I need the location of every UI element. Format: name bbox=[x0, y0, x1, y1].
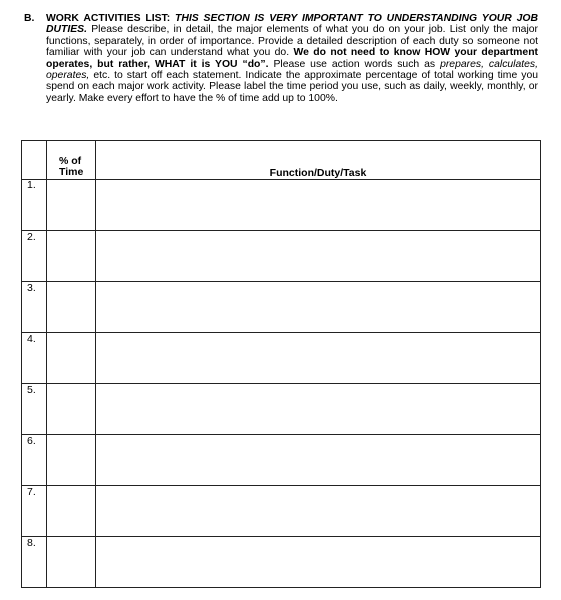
row-number: 5. bbox=[22, 384, 47, 435]
percent-of-time-field[interactable] bbox=[47, 435, 96, 486]
function-duty-task-field[interactable] bbox=[96, 333, 541, 384]
section-b bbox=[24, 13, 538, 104]
row-number: 7. bbox=[22, 486, 47, 537]
work-activities-table bbox=[21, 140, 541, 588]
row-number: 2. bbox=[22, 231, 47, 282]
table-row bbox=[22, 180, 541, 231]
table-header-row bbox=[22, 141, 541, 180]
header-percent-cell bbox=[47, 141, 96, 180]
section-emphasis: THIS SECTION IS VERY IMPORTANT TO UNDERSTANDING YOUR JOB DUTIES. bbox=[46, 13, 538, 36]
percent-of-time-field[interactable] bbox=[47, 486, 96, 537]
row-number: 3. bbox=[22, 282, 47, 333]
percent-of-time-field[interactable] bbox=[47, 180, 96, 231]
percent-of-time-field[interactable] bbox=[47, 384, 96, 435]
instructions-italic: prepares, calculates, operates, bbox=[46, 58, 539, 82]
section-b-header bbox=[24, 13, 538, 104]
instructions-bold: We do not need to know HOW your department operates, but rather, WHAT it is YOU “do”. bbox=[46, 47, 539, 70]
row-number: 6. bbox=[22, 435, 47, 486]
section-instructions bbox=[46, 13, 538, 104]
percent-of-time-header: % of Time bbox=[59, 155, 84, 178]
function-duty-task-field[interactable] bbox=[96, 435, 541, 486]
instructions-text-3: etc. to start off each statement. Indicate the approximate percentage of total working time you spend on each major work activity. Please label the time period you use, such as daily, weekly, monthly, or yearly. Make every effort to have the % of time add up to 100%. bbox=[46, 70, 538, 104]
percent-of-time-field[interactable] bbox=[47, 333, 96, 384]
row-number: 1. bbox=[22, 180, 47, 231]
function-duty-task-field[interactable] bbox=[96, 282, 541, 333]
table-row bbox=[22, 231, 541, 282]
table-row bbox=[22, 384, 541, 435]
percent-of-time-field[interactable] bbox=[47, 537, 96, 588]
table-row bbox=[22, 435, 541, 486]
header-number-cell bbox=[22, 141, 47, 180]
function-duty-task-field[interactable] bbox=[96, 384, 541, 435]
percent-of-time-field[interactable] bbox=[47, 231, 96, 282]
percent-of-time-field[interactable] bbox=[47, 282, 96, 333]
table-row bbox=[22, 537, 541, 588]
function-duty-task-field[interactable] bbox=[96, 180, 541, 231]
row-number: 8. bbox=[22, 537, 47, 588]
table-row bbox=[22, 486, 541, 537]
section-title: WORK ACTIVITIES LIST: bbox=[46, 13, 171, 24]
instructions-text-1: Please describe, in detail, the major elements of what you do on your job. List only the major functions, separately, in order of importance. Provide a detailed description of each duty so someone not familiar with your job can understand what you do. bbox=[46, 24, 539, 59]
instructions-text-2: Please use action words such as bbox=[273, 58, 436, 70]
table-row bbox=[22, 282, 541, 333]
function-duty-task-field[interactable] bbox=[96, 231, 541, 282]
function-duty-task-field[interactable] bbox=[96, 486, 541, 537]
section-letter: B. bbox=[24, 13, 35, 24]
function-duty-task-field[interactable] bbox=[96, 537, 541, 588]
row-number: 4. bbox=[22, 333, 47, 384]
table-row bbox=[22, 333, 541, 384]
function-duty-task-header: Function/Duty/Task bbox=[96, 141, 541, 180]
